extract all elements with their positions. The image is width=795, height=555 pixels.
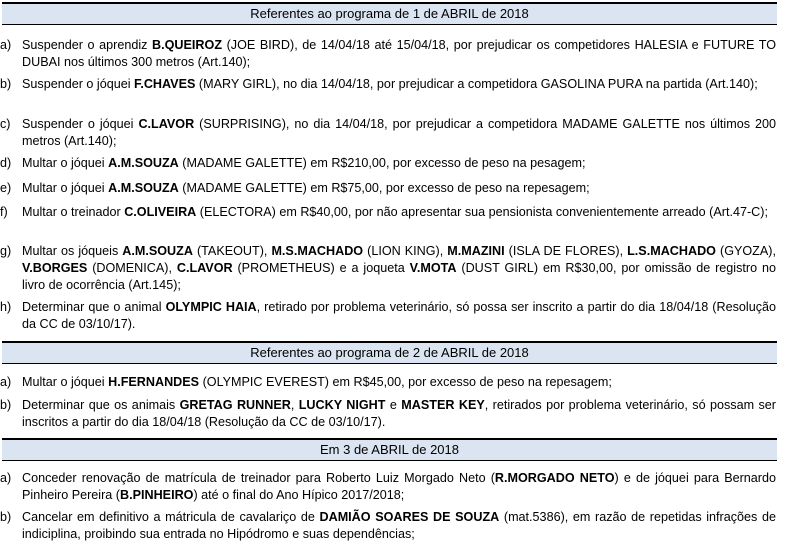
text-run: (TAKEOUT), bbox=[192, 244, 272, 258]
list-item bbox=[0, 116, 776, 150]
list-item bbox=[0, 299, 776, 333]
item-marker: a) bbox=[0, 471, 12, 485]
text-run: (ELECTORA) em R$40,00, por não apresentar sua pensionista convenientemente arreado (Art.47-C); bbox=[196, 205, 768, 219]
item-marker: e) bbox=[0, 181, 12, 195]
bold-name: A.M.SOUZA bbox=[108, 156, 179, 170]
item-text bbox=[22, 470, 776, 504]
bold-name: DAMIÃO SOARES DE SOUZA bbox=[319, 510, 500, 524]
bold-name: L.S.MACHADO bbox=[627, 244, 716, 258]
section-title: Referentes ao programa de 2 de ABRIL de 2018 bbox=[250, 345, 529, 360]
text-run: , retirados por problema veterinário, só possam ser inscritos a partir do dia 18/04/18 (Resolução da CC de 03/10/17). bbox=[22, 398, 776, 429]
item-text bbox=[22, 509, 776, 543]
bold-name: OLYMPIC HAIA bbox=[165, 300, 257, 314]
text-run: (GYOZA), bbox=[715, 244, 776, 258]
text-run: (JOE BIRD), de 14/04/18 até 15/04/18, por prejudicar os competidores HALESIA e FUTURE TO DUBAI nos últimos 300 metros (Art.140); bbox=[22, 38, 776, 69]
bold-name: B.QUEIROZ bbox=[152, 38, 223, 52]
item-marker: h) bbox=[0, 300, 12, 314]
text-run: (MADAME GALETTE) em R$75,00, por excesso de peso na repesagem; bbox=[178, 181, 590, 195]
bold-name: C.LAVOR bbox=[138, 117, 195, 131]
bold-name: V.MOTA bbox=[409, 261, 457, 275]
list-item bbox=[0, 37, 776, 71]
text-run: Suspender o jóquei bbox=[22, 77, 135, 91]
list-item bbox=[0, 155, 776, 172]
list-item bbox=[0, 374, 776, 391]
list-item bbox=[0, 76, 776, 93]
text-run: ) e de jóquei para Bernardo Pinheiro Pereira ( bbox=[22, 471, 776, 502]
item-marker: f) bbox=[0, 205, 8, 219]
item-marker: c) bbox=[0, 117, 11, 131]
bold-name: F.CHAVES bbox=[134, 77, 196, 91]
text-run: (ISLA DE FLORES), bbox=[504, 244, 628, 258]
section-header-3 bbox=[2, 438, 777, 461]
text-run: (DOMENICA), bbox=[87, 261, 177, 275]
text-run: (MADAME GALETTE) em R$210,00, por excesso de peso na pesagem; bbox=[178, 156, 586, 170]
item-text bbox=[22, 397, 776, 431]
text-run: ) até o final do Ano Hípico 2017/2018; bbox=[193, 488, 405, 502]
bold-name: H.FERNANDES bbox=[108, 375, 200, 389]
text-run: (OLYMPIC EVEREST) em R$45,00, por excesso de peso na repesagem; bbox=[199, 375, 612, 389]
text-run: (MARY GIRL), no dia 14/04/18, por prejudicar a competidora GASOLINA PURA na partida (Art.140); bbox=[195, 77, 758, 91]
section-title: Referentes ao programa de 1 de ABRIL de 2018 bbox=[250, 6, 529, 21]
text-run: Multar os jóqueis bbox=[22, 244, 123, 258]
text-run: Multar o jóquei bbox=[22, 156, 109, 170]
bold-name: LUCKY NIGHT bbox=[298, 398, 386, 412]
item-marker: b) bbox=[0, 510, 12, 524]
text-run: Cancelar em definitivo a mátricula de cavalariço de bbox=[22, 510, 320, 524]
bold-name: A.M.SOUZA bbox=[108, 181, 179, 195]
item-marker: g) bbox=[0, 244, 12, 258]
text-run: (DUST GIRL) em R$30,00, por omissão de registro no livro de ocorrência (Art.145); bbox=[22, 261, 776, 292]
list-item bbox=[0, 509, 776, 543]
section-header-1 bbox=[2, 2, 777, 25]
bold-name: V.BORGES bbox=[22, 261, 88, 275]
text-run: Multar o treinador bbox=[22, 205, 125, 219]
text-run: (PROMETHEUS) e a joqueta bbox=[232, 261, 410, 275]
list-item bbox=[0, 204, 776, 221]
item-text bbox=[22, 76, 776, 93]
list-item bbox=[0, 397, 776, 431]
section-header-2 bbox=[2, 341, 777, 364]
text-run: (mat.5386), em razão de repetidas infrações de indiciplina, proibindo sua entrada no Hipódromo e suas dependências; bbox=[22, 510, 776, 541]
bold-name: C.OLIVEIRA bbox=[124, 205, 197, 219]
text-run: Determinar que o animal bbox=[22, 300, 166, 314]
text-run: Multar o jóquei bbox=[22, 375, 109, 389]
bold-name: C.LAVOR bbox=[176, 261, 233, 275]
bold-name: A.M.SOUZA bbox=[122, 244, 193, 258]
item-text bbox=[22, 204, 776, 221]
text-run: Suspender o jóquei bbox=[22, 117, 139, 131]
item-text bbox=[22, 374, 776, 391]
text-run: Multar o jóquei bbox=[22, 181, 109, 195]
list-item bbox=[0, 180, 776, 197]
item-text bbox=[22, 116, 776, 150]
item-marker: a) bbox=[0, 38, 12, 52]
text-run: Suspender o aprendiz bbox=[22, 38, 153, 52]
item-marker: b) bbox=[0, 398, 12, 412]
section-title: Em 3 de ABRIL de 2018 bbox=[319, 442, 459, 457]
list-item bbox=[0, 470, 776, 504]
item-text bbox=[22, 243, 776, 294]
text-run: Conceder renovação de matrícula de treinador para Roberto Luiz Morgado Neto ( bbox=[22, 471, 495, 485]
item-text bbox=[22, 299, 776, 333]
text-run: (SURPRISING), no dia 14/04/18, por prejudicar a competidora MADAME GALETTE nos últimos 200 metros (Art.140); bbox=[22, 117, 777, 148]
text-run: , retirado por problema veterinário, só possa ser inscrito a partir do dia 18/04/18 (Resolução da CC de 03/10/17). bbox=[22, 300, 776, 331]
text-run: (LION KING), bbox=[363, 244, 448, 258]
item-marker: a) bbox=[0, 375, 12, 389]
bold-name: M.S.MACHADO bbox=[271, 244, 364, 258]
bold-name: B.PINHEIRO bbox=[120, 488, 194, 502]
item-text bbox=[22, 37, 776, 71]
item-marker: b) bbox=[0, 77, 12, 91]
bold-name: GRETAG RUNNER bbox=[179, 398, 291, 412]
item-text bbox=[22, 155, 776, 172]
text-run: , bbox=[290, 398, 299, 412]
item-text bbox=[22, 180, 776, 197]
text-run: Determinar que os animais bbox=[22, 398, 180, 412]
bold-name: R.MORGADO NETO bbox=[494, 471, 615, 485]
item-marker: d) bbox=[0, 156, 12, 170]
bold-name: MASTER KEY bbox=[401, 398, 485, 412]
bold-name: M.MAZINI bbox=[447, 244, 505, 258]
list-item bbox=[0, 243, 776, 294]
text-run: e bbox=[385, 398, 402, 412]
